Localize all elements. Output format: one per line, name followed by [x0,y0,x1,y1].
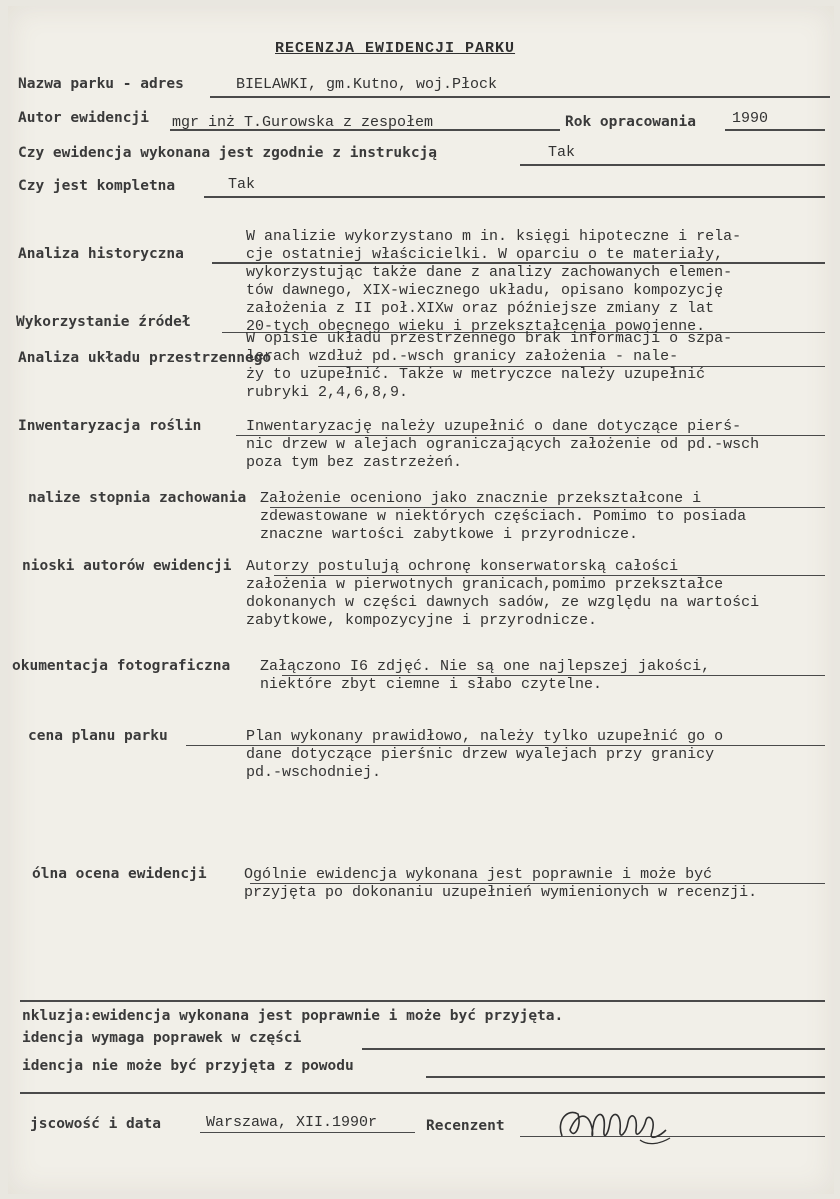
park-name-value: BIELAWKI, gm.Kutno, woj.Płock [236,76,498,93]
complete-value: Tak [228,176,256,193]
underline [186,745,825,746]
underline [274,575,825,576]
overall-rating-label: ólna ocena ewidencji [32,866,207,882]
underline [210,96,830,98]
underline [236,435,825,436]
plant-inventory-label: Inwentaryzacja roślin [18,418,202,434]
sources-text: W analizie wykorzystano m in. księgi hipoteczne i rela- cje ostatniej właścicielki. W oparciu o te materiały, wykorzystując także dane z analizy zachowanych elemen- tów dawnego, XIX-wiecznego układu, opisano kompozycję założenia z II poł.XIXw oraz późniejsze zmiany z lat 20-tych obecnego wieku i przekształcenia powojenne. [246,228,742,335]
reviewer-signature [548,1100,678,1150]
conclusions-label: nioski autorów ewidencji [22,558,232,574]
underline [362,1048,825,1050]
verdict-rejected: idencja nie może być przyjęta z powodu [22,1058,354,1074]
underline [426,1076,825,1078]
underline [250,883,825,884]
instruction-compliance-label: Czy ewidencja wykonana jest zgodnie z instrukcją [18,145,438,161]
underline [270,507,825,508]
author-value: mgr inż T.Gurowska z zespołem [172,114,434,131]
spatial-analysis-label: Analiza układu przestrzennego [18,350,272,366]
underline [20,1000,825,1002]
complete-label: Czy jest kompletna [18,178,176,194]
underline [170,129,560,131]
plan-rating-label: cena planu parku [28,728,168,744]
verdict-needs-corrections: idencja wymaga poprawek w części [22,1030,302,1046]
document-title: RECENZJA EWIDENCJI PARKU [275,40,516,57]
preservation-label: nalize stopnia zachowania [28,490,247,506]
author-label: Autor ewidencji [18,110,149,126]
sources-label: Wykorzystanie źródeł [16,314,191,330]
plan-rating-text: Plan wykonany prawidłowo, należy tylko uzupełnić go o dane dotyczące pierśnic drzew wyalejach przy granicy pd.-wschodniej. [246,728,724,781]
preservation-text: Założenie oceniono jako znacznie przekształcone i zdewastowane w niektórych częściach. Pomimo to posiada znaczne wartości zabytkowe i przyrodnicze. [260,490,747,543]
reviewer-label: Recenzent [426,1118,505,1134]
plant-inventory-text: Inwentaryzację należy uzupełnić o dane dotyczące pierś- nic drzew w alejach ograniczających założenie od pd.-wsch poza tym bez zastrzeżeń. [246,418,760,471]
verdict-accepted: nkluzja:ewidencja wykonana jest poprawnie i może być przyjęta. [22,1008,564,1024]
photo-doc-label: okumentacja fotograficzna [12,658,231,674]
photo-doc-text: Załączono I6 zdjęć. Nie są one najlepszej jakości, niektóre zbyt ciemne i słabo czytelne. [260,658,711,693]
place-date-value: Warszawa, XII.1990r [206,1114,378,1131]
underline [200,1132,415,1133]
overall-rating-text: Ogólnie ewidencja wykonana jest poprawnie i może być przyjęta po dokonaniu uzupełnień wymienionych w recenzji. [244,866,758,901]
underline [318,366,825,367]
place-date-label: jscowość i data [30,1116,161,1132]
spatial-analysis-text: W opisie układu przestrzennego brak informacji o szpa- lerach wzdłuż pd.-wsch granicy założenia - nale- ży to uzupełnić. Także w metryczce należy uzupełnić rubryki 2,4,6,8,9. [246,330,733,401]
instruction-compliance-value: Tak [548,144,576,161]
underline [20,1092,825,1094]
conclusions-text: Autorzy postulują ochronę konserwatorską całości założenia w pierwotnych granicach,pomimo przekształce dokonanych w części dawnych sadów, ze względu na wartości zabytkowe, kompozycyjne i przyrodnicze. [246,558,760,629]
underline [725,129,825,131]
underline [204,196,825,198]
park-name-label: Nazwa parku - adres [18,76,184,92]
historical-analysis-label: Analiza historyczna [18,246,184,262]
year-label: Rok opracowania [565,114,696,130]
underline [520,164,825,166]
year-value: 1990 [732,110,769,127]
underline [282,675,825,676]
